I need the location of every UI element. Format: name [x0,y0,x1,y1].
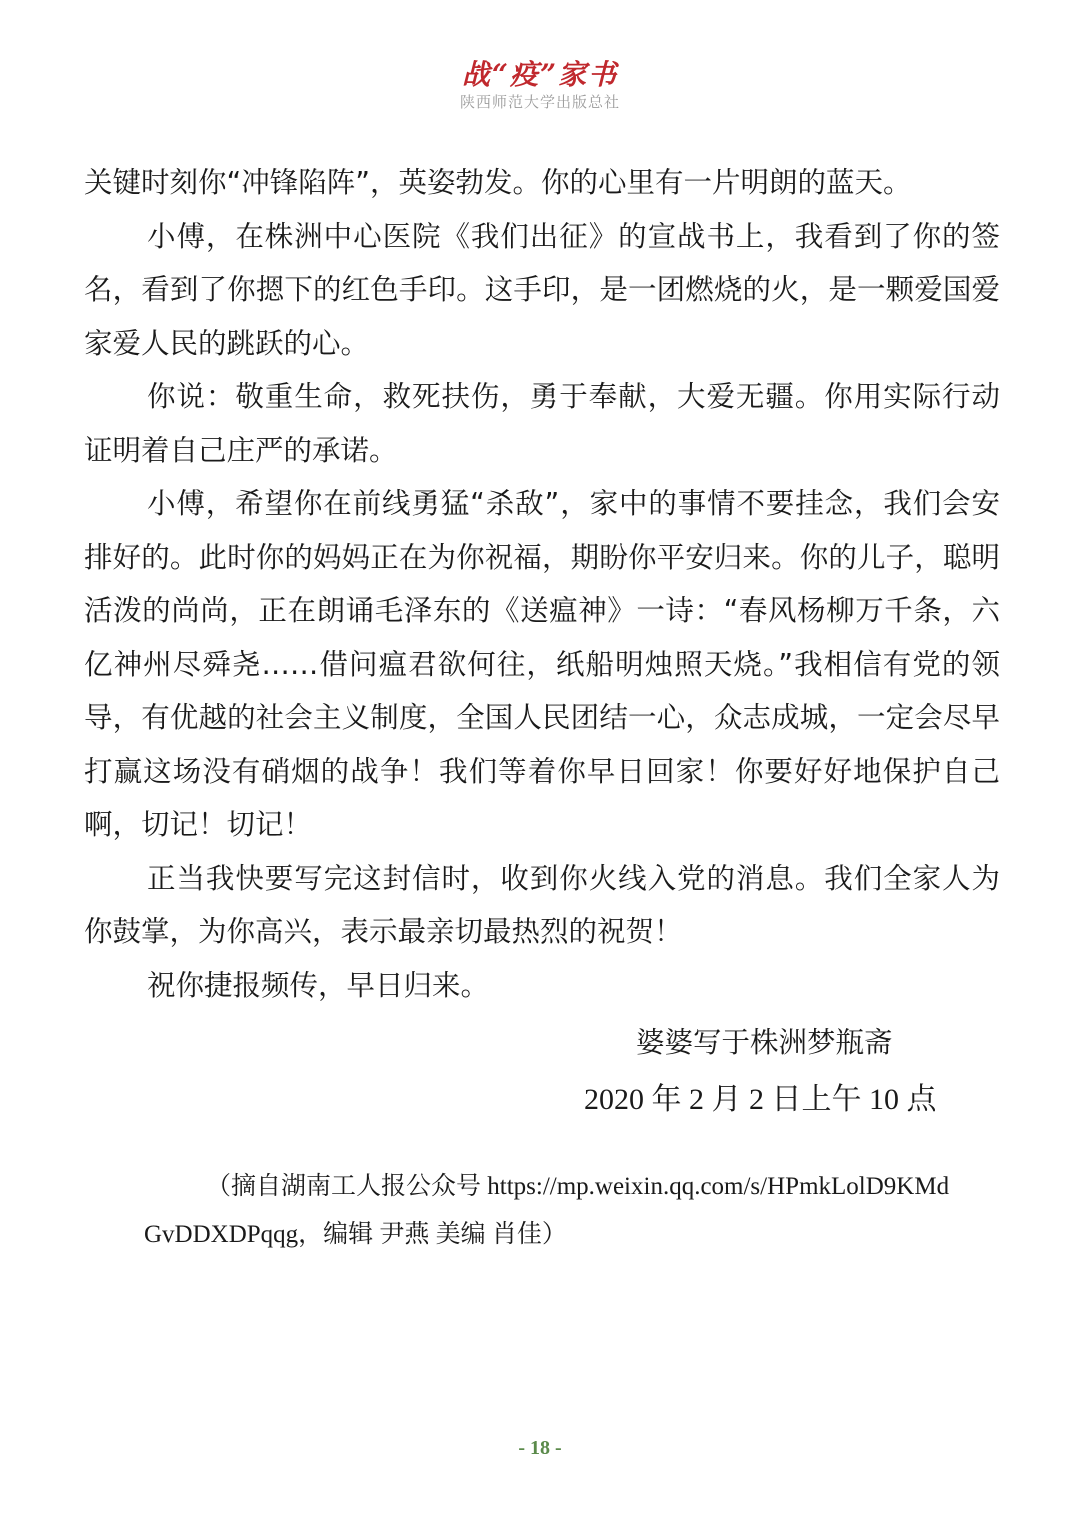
letter-body [84,156,1000,1012]
source-line-2: GvDDXDPqqg，编辑 尹燕 美编 肖佳） [144,1221,567,1248]
paragraph: 小傅，在株洲中心医院《我们出征》的宣战书上，我看到了你的签名，看到了你摁下的红色手印。这手印，是一团燃烧的火，是一颗爱国爱家爱人民的跳跃的心。 [84,219,1000,360]
paragraph: 你说：敬重生命，救死扶伤，勇于奉献，大爱无疆。你用实际行动证明着自己庄严的承诺。 [84,380,1000,467]
signature-date: 2020 年 2 月 2 日上午 10 点 [584,1083,937,1116]
page-header [0,58,1080,112]
publisher-name: 陕西师范大学出版总社 [459,93,620,111]
book-title: 战“疫”家书 [461,58,619,91]
paragraph: 小傅，希望你在前线勇猛“杀敌”，家中的事情不要挂念，我们会安排好的。此时你的妈妈正在为你祝福，期盼你平安归来。你的儿子，聪明活泼的尚尚，正在朗诵毛泽东的《送瘟神》一诗：“春风杨柳万千条，六亿神州尽舜尧……借问瘟君欲何往，纸船明烛照天烧。”我相信有党的领导，有优越的社会主义制度，全国人民团结一心，众志成城，一定会尽早打赢这场没有硝烟的战争！我们等着你早日回家！你要好好地保护自己啊，切记！切记！ [84,487,1000,841]
paragraph: 祝你捷报频传，早日归来。 [147,968,490,1002]
paragraph: 关键时刻你“冲锋陷阵”，英姿勃发。你的心里有一片明朗的蓝天。 [84,166,912,199]
page-number: - 18 - [518,1437,562,1459]
source-citation [84,1163,1000,1259]
source-line-1: （摘自湖南工人报公众号 https://mp.weixin.qq.com/s/HPmkLolD9KMd [206,1173,950,1200]
signature-author: 婆婆写于株洲梦瓶斋 [636,1026,893,1059]
paragraph: 正当我快要写完这封信时，收到你火线入党的消息。我们全家人为你鼓掌，为你高兴，表示最亲切最热烈的祝贺！ [84,861,1000,948]
